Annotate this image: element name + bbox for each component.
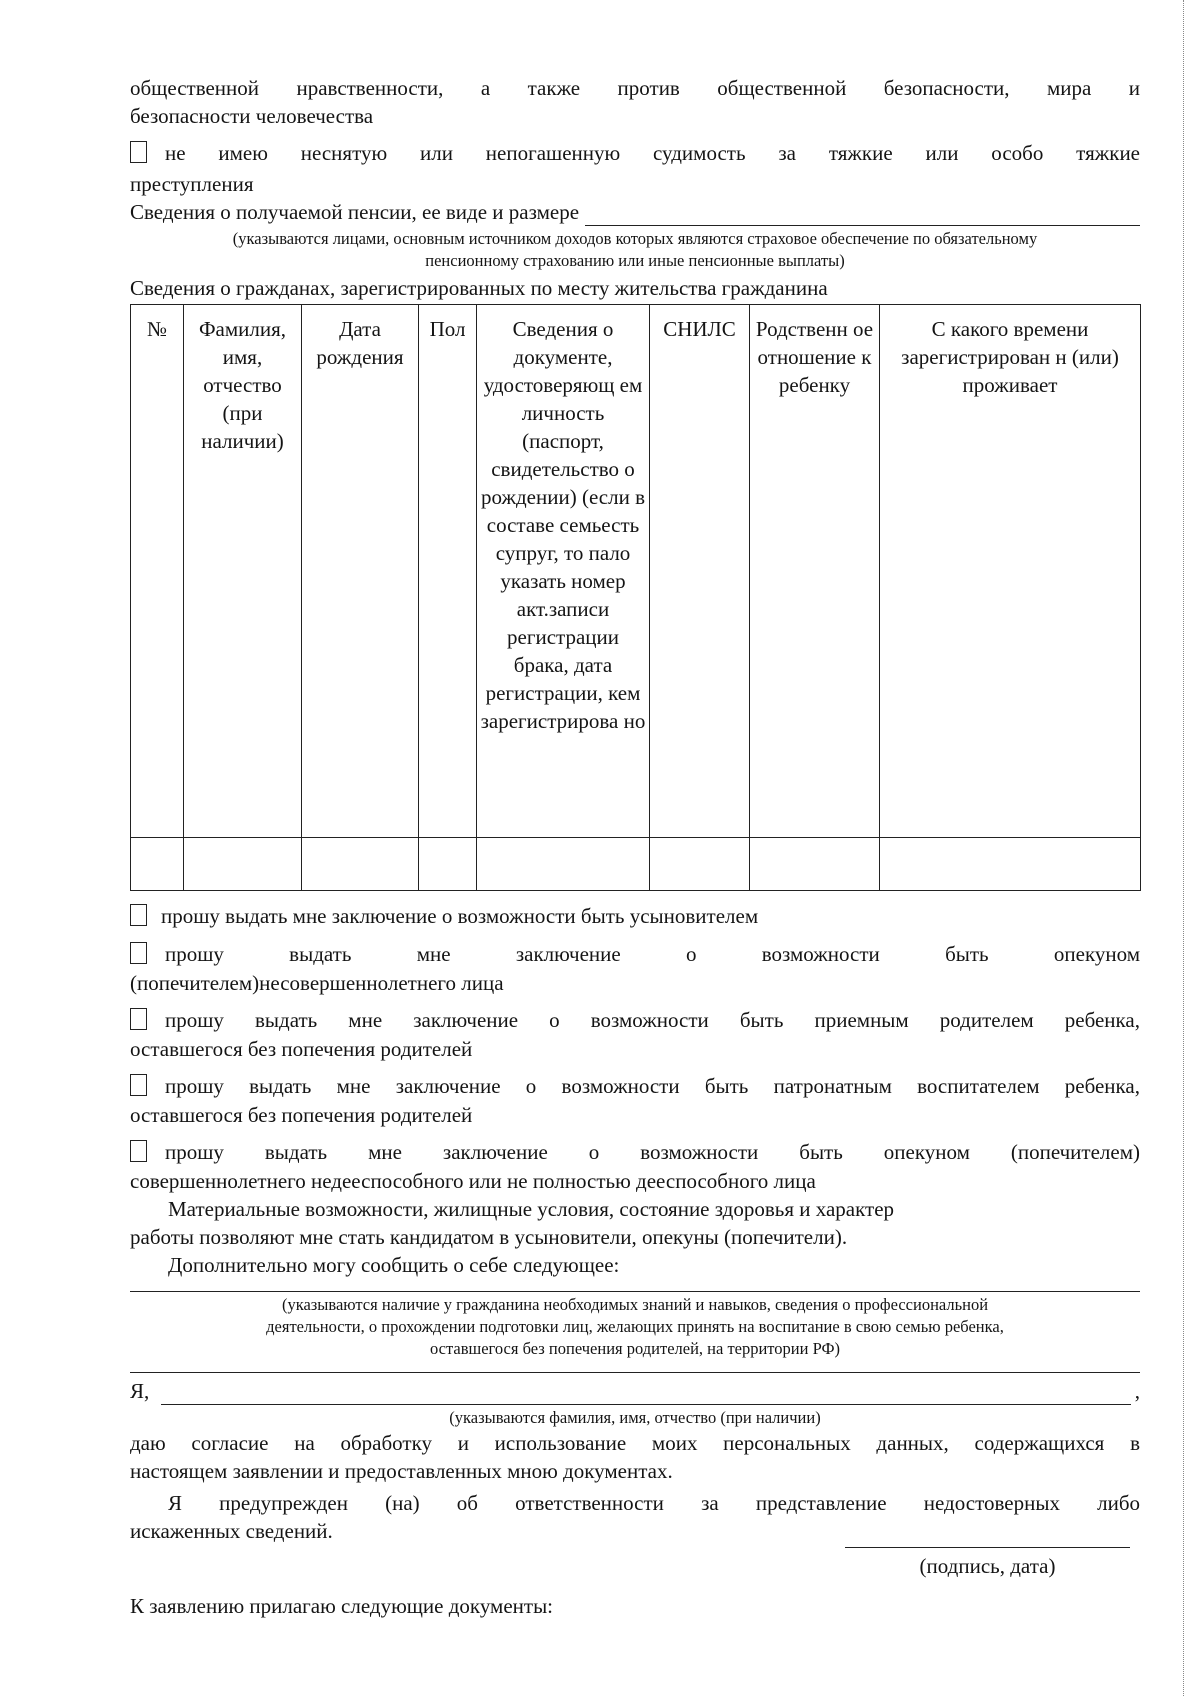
table-cell[interactable] <box>650 838 750 891</box>
attachments-title: К заявлению прилагаю следующие документы: <box>130 1594 554 1618</box>
header-registered-since: С какого времени зарегистрирован н (или) проживает <box>880 305 1141 838</box>
warning-line-2: искаженных сведений. <box>130 1519 333 1543</box>
pension-note-2: пенсионному страхованию или иные пенсионные выплаты) <box>425 251 845 270</box>
request-foster-parent-text-1: прошу выдать мне заключение о возможности быть приемным родителем ребенка, <box>165 1008 1140 1032</box>
additional-info-line[interactable] <box>130 1291 1140 1292</box>
table-cell[interactable] <box>477 838 650 891</box>
additional-note-3: оставшегося без попечения родителей, на территории РФ) <box>429 1339 841 1358</box>
signature-block <box>130 1547 1140 1580</box>
table-cell[interactable] <box>880 838 1141 891</box>
header-number: № <box>131 305 184 838</box>
request-adopter-text: прошу выдать мне заключение о возможности быть усыновителем <box>161 904 759 928</box>
header-relationship: Родственн ое отношение к ребенку <box>750 305 880 838</box>
request-patronage-text-1: прошу выдать мне заключение о возможности быть патронатным воспитателем ребенка, <box>165 1074 1140 1098</box>
warning-line-1: Я предупрежден (на) об ответственности за представление недостоверных либо <box>168 1491 1140 1515</box>
request-patronage-text-2: оставшегося без попечения родителей <box>130 1103 473 1127</box>
request-guardian-minor-text-1: прошу выдать мне заключение о возможности быть опекуном <box>165 942 1140 966</box>
table-cell[interactable] <box>302 838 419 891</box>
table-cell[interactable] <box>131 838 184 891</box>
request-guardian-adult <box>130 1137 1140 1167</box>
consent-line-2: настоящем заявлении и предоставленных мною документах. <box>130 1459 673 1483</box>
pension-label: Сведения о получаемой пенсии, ее виде и размере <box>130 200 580 224</box>
material-line-1: Материальные возможности, жилищные условия, состояние здоровья и характер <box>168 1197 895 1221</box>
table-header-row <box>131 305 1141 838</box>
request-guardian-adult-checkbox[interactable] <box>130 1140 147 1162</box>
request-guardian-minor-text-2: (попечителем)несовершеннолетнего лица <box>130 971 504 995</box>
registered-title: Сведения о гражданах, зарегистрированных по месту жительства гражданина <box>130 276 828 300</box>
request-patronage <box>130 1071 1140 1101</box>
request-patronage-checkbox[interactable] <box>130 1074 147 1096</box>
header-snils: СНИЛС <box>650 305 750 838</box>
requests-block <box>130 901 1140 1195</box>
consent-fio-line[interactable] <box>161 1384 1130 1405</box>
consent-comma: , <box>1134 1379 1140 1403</box>
table-cell[interactable] <box>750 838 880 891</box>
request-adopter <box>130 901 1140 931</box>
additional-note-1: (указываются наличие у гражданина необходимых знаний и навыков, сведения о профессиональной <box>281 1295 989 1314</box>
header-fio: Фамилия, имя, отчество (при наличии) <box>184 305 302 838</box>
request-guardian-adult-text-2: совершеннолетнего недееспособного или не полностью дееспособного лица <box>130 1169 816 1193</box>
request-foster-parent-checkbox[interactable] <box>130 1008 147 1030</box>
request-adopter-checkbox[interactable] <box>130 904 147 926</box>
consent-fio-note: (указываются фамилия, имя, отчество (при наличии) <box>449 1408 821 1427</box>
material-line-3: Дополнительно могу сообщить о себе следующее: <box>168 1253 620 1277</box>
pension-input-line[interactable] <box>585 205 1140 226</box>
additional-info-line-2[interactable] <box>130 1372 1140 1373</box>
request-guardian-minor <box>130 939 1140 969</box>
request-guardian-adult-text-1: прошу выдать мне заключение о возможности быть опекуном (попечителем) <box>165 1140 1140 1164</box>
conviction-line-1: не имею неснятую или непогашенную судимость за тяжкие или особо тяжкие <box>165 141 1140 165</box>
table-cell[interactable] <box>184 838 302 891</box>
header-sex: Пол <box>419 305 477 838</box>
intro-line-1: общественной нравственности, а также против общественной безопасности, мира и <box>130 76 1140 100</box>
application-form-page <box>130 74 1140 1620</box>
header-birth-date: Дата рождения <box>302 305 419 838</box>
request-guardian-minor-checkbox[interactable] <box>130 942 147 964</box>
pension-row <box>130 198 1140 226</box>
header-identity-document: Сведения о документе, удостоверяющ ем личность (паспорт, свидетельство о рождении) (если в составе семьесть супруг, то пало указать номер акт.записи регистрации брака, дата регистрации, кем зарегистрирова но <box>477 305 650 838</box>
registered-citizens-table <box>130 304 1141 891</box>
pension-note-1: (указываются лицами, основным источником доходов которых являются страховое обеспечение по обязательному <box>232 229 1038 248</box>
signature-line[interactable] <box>845 1547 1130 1548</box>
table-cell[interactable] <box>419 838 477 891</box>
consent-line-1: даю согласие на обработку и использование моих персональных данных, содержащихся в <box>130 1431 1140 1455</box>
conviction-block <box>130 136 1140 198</box>
material-line-2: работы позволяют мне стать кандидатом в усыновители, опекуны (попечители). <box>130 1225 848 1249</box>
conviction-line-2: преступления <box>130 172 254 196</box>
table-row <box>131 838 1141 891</box>
intro-line-2: безопасности человечества <box>130 104 374 128</box>
additional-note-2: деятельности, о прохождении подготовки лиц, желающих принять на воспитание в свою семью ребенка, <box>266 1317 1004 1336</box>
conviction-checkbox[interactable] <box>130 141 147 163</box>
consent-ya: Я, <box>130 1379 150 1403</box>
page-margin-line <box>1183 0 1184 1696</box>
consent-name-row <box>130 1377 1140 1405</box>
request-foster-parent <box>130 1005 1140 1035</box>
request-foster-parent-text-2: оставшегося без попечения родителей <box>130 1037 473 1061</box>
signature-note: (подпись, дата) <box>919 1554 1056 1578</box>
